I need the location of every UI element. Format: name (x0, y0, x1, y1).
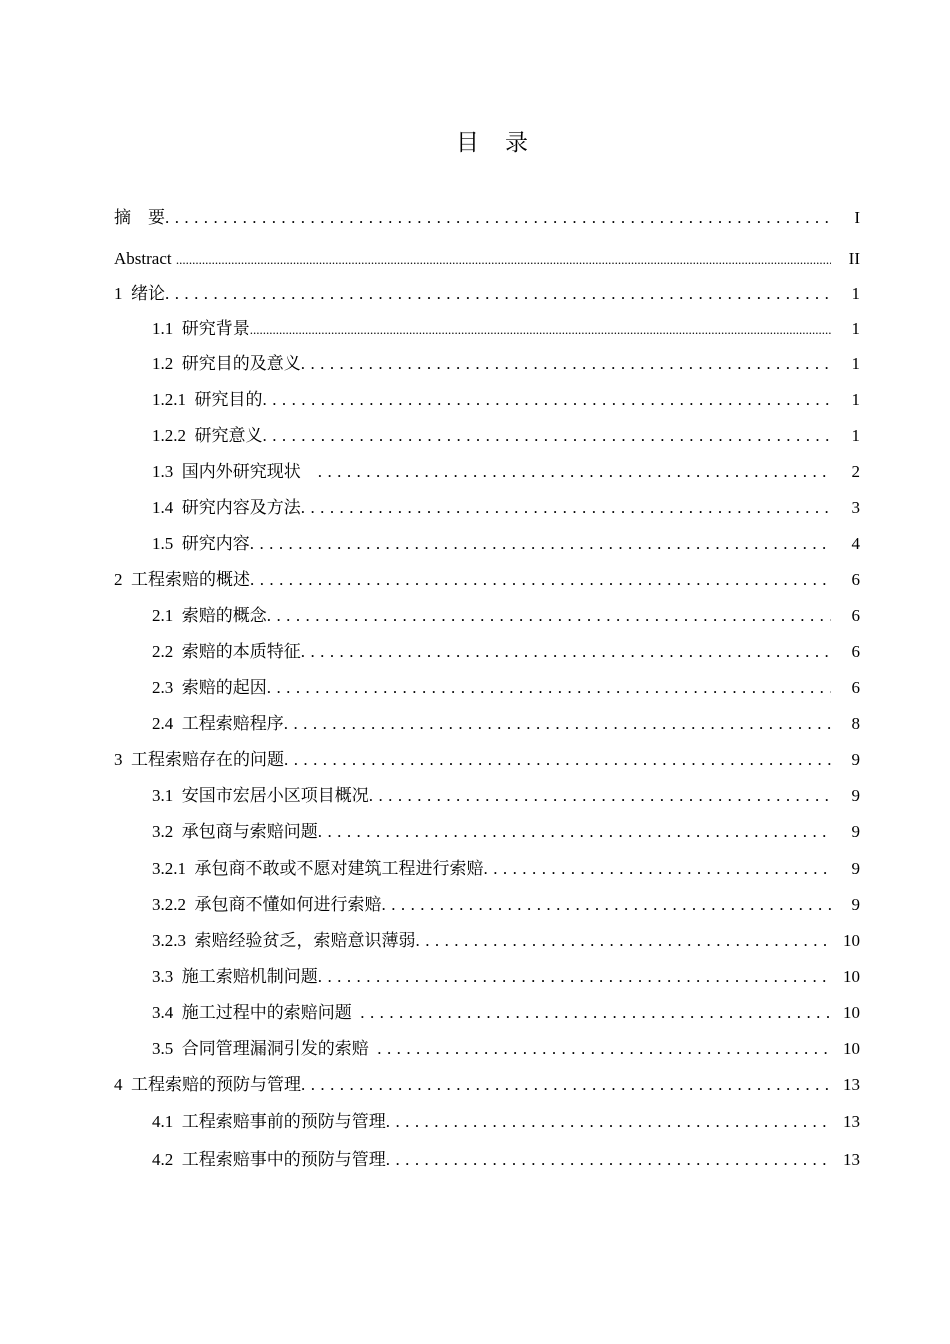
toc-entry-number: 1.4 (152, 498, 182, 517)
toc-entry[interactable] (114, 318, 860, 354)
toc-entry[interactable] (114, 749, 860, 785)
toc-entry-page-number: 10 (843, 931, 860, 950)
toc-entry[interactable] (114, 1149, 860, 1185)
toc-entry[interactable] (114, 461, 860, 497)
toc-entry[interactable] (114, 389, 860, 425)
toc-entry-page-number: 1 (851, 284, 860, 303)
dot-leader (318, 966, 831, 988)
toc-entry-page-number: 4 (851, 534, 860, 553)
toc-entry[interactable] (114, 207, 860, 243)
dot-leader (416, 930, 832, 952)
dot-leader (250, 569, 831, 591)
dot-leader (360, 1002, 831, 1024)
toc-entry-number: 1.5 (152, 534, 182, 553)
toc-entry-title: 承包商与索赔问题 (181, 822, 318, 841)
dot-leader (318, 821, 831, 843)
toc-entry-title: 摘 要 (114, 208, 165, 227)
toc-entry-page-number: 9 (851, 895, 860, 914)
toc-entry-page-number: 9 (851, 786, 860, 805)
toc-entry-page-number: 10 (843, 1003, 860, 1022)
toc-entry-page-number: 13 (843, 1112, 860, 1131)
toc-entry-page-number: 6 (851, 678, 860, 697)
toc-entry-page-number: 1 (851, 426, 860, 445)
toc-entry-title: 工程索赔事中的预防与管理 (181, 1150, 386, 1169)
toc-entry-title: 工程索赔存在的问题 (131, 750, 284, 769)
toc-entry-title: 工程索赔事前的预防与管理 (181, 1112, 386, 1131)
dot-leader (377, 1038, 831, 1060)
dot-leader (165, 207, 831, 229)
toc-entry-page-number: 9 (851, 822, 860, 841)
toc-entry-title: 承包商不敢或不愿对建筑工程进行索赔 (194, 859, 484, 878)
toc-entry-title: 索赔的本质特征 (181, 642, 301, 661)
toc-entry[interactable] (114, 677, 860, 713)
toc-entry[interactable] (114, 248, 860, 284)
toc-entry[interactable] (114, 569, 860, 605)
page-title: 目录 (456, 130, 554, 155)
toc-entry[interactable] (114, 1002, 860, 1038)
dot-leader (250, 318, 831, 341)
toc-entry-number: 3.3 (152, 967, 182, 986)
toc-entry[interactable] (114, 966, 860, 1002)
dot-leader (267, 605, 831, 627)
toc-entry-number: 3.4 (152, 1003, 182, 1022)
toc-entry-page-number: 9 (851, 750, 860, 769)
toc-entry-number: 4 (114, 1075, 131, 1094)
toc-entry-title: 安国市宏居小区项目概况 (181, 786, 369, 805)
dot-leader (301, 641, 831, 663)
toc-entry-title: 施工过程中的索赔问题 (181, 1003, 361, 1022)
toc-entry-title: 承包商不懂如何进行索赔 (194, 895, 382, 914)
toc-entry-number: 3.1 (152, 786, 182, 805)
toc-entry-title: 索赔的起因 (181, 678, 267, 697)
dot-leader (382, 894, 832, 916)
toc-entry[interactable] (114, 1038, 860, 1074)
toc-entry-page-number: I (854, 208, 860, 227)
toc-entry-number: 3.5 (152, 1039, 182, 1058)
toc-entry-title: 研究目的及意义 (181, 354, 301, 373)
dot-leader (318, 461, 831, 483)
toc-entry-number: 1.2.1 (152, 390, 195, 409)
toc-entry-page-number: 13 (843, 1075, 860, 1094)
toc-entry-title: 研究内容及方法 (181, 498, 301, 517)
toc-entry-number: 2 (114, 570, 131, 589)
toc-entry-page-number: 1 (851, 390, 860, 409)
toc-entry-number: 4.2 (152, 1150, 182, 1169)
dot-leader (301, 353, 831, 375)
toc-entry-number: 2.2 (152, 642, 182, 661)
toc-entry-page-number: 6 (851, 642, 860, 661)
toc-entry-title: 研究背景 (181, 319, 250, 338)
dot-leader (250, 533, 831, 555)
toc-entry-page-number: 9 (851, 859, 860, 878)
toc-entry-title: 索赔的概念 (181, 606, 267, 625)
toc-entry-number: 4.1 (152, 1112, 182, 1131)
toc-entry[interactable] (114, 641, 860, 677)
toc-entry-number: 3.2.3 (152, 931, 195, 950)
toc-entry-number: 3.2 (152, 822, 182, 841)
toc-entry-number: 2.3 (152, 678, 182, 697)
toc-entry[interactable] (114, 283, 860, 319)
toc-entry-page-number: 10 (843, 967, 860, 986)
dot-leader (267, 677, 831, 699)
toc-entry-number: 3.2.1 (152, 859, 195, 878)
toc-entry[interactable] (114, 497, 860, 533)
toc-entry-number: 2.1 (152, 606, 182, 625)
toc-entry[interactable] (114, 1074, 860, 1110)
toc-entry-title: 绪论 (131, 284, 165, 303)
dot-leader (301, 497, 831, 519)
toc-entry-page-number: 2 (851, 462, 860, 481)
dot-leader (301, 1074, 831, 1096)
toc-entry[interactable] (114, 821, 860, 857)
toc-entry-title: 工程索赔程序 (181, 714, 284, 733)
dot-leader (369, 785, 831, 807)
dot-leader (386, 1149, 831, 1171)
toc-entry-title: 研究内容 (181, 534, 250, 553)
toc-entry-number: 1.3 (152, 462, 182, 481)
toc-entry-number: 2.4 (152, 714, 182, 733)
toc-entry[interactable] (114, 785, 860, 821)
toc-entry-title: 研究目的 (194, 390, 263, 409)
dot-leader (484, 858, 832, 880)
toc-entry[interactable] (114, 425, 860, 461)
toc-entry-page-number: 8 (851, 714, 860, 733)
toc-entry-number: 1.1 (152, 319, 182, 338)
dot-leader (165, 283, 831, 305)
toc-entry-title: 工程索赔的预防与管理 (131, 1075, 301, 1094)
dot-leader (263, 425, 832, 447)
dot-leader (284, 749, 831, 771)
toc-entry-title: 研究意义 (194, 426, 263, 445)
toc-entry-number: 1 (114, 284, 131, 303)
toc-entry-number: 3.2.2 (152, 895, 195, 914)
toc-entry-title: 国内外研究现状 (181, 462, 318, 481)
toc-entry-number: 3 (114, 750, 131, 769)
toc-entry-page-number: 10 (843, 1039, 860, 1058)
toc-entry[interactable] (114, 713, 860, 749)
toc-entry-title: Abstract (114, 249, 176, 268)
toc-entry-page-number: 6 (851, 570, 860, 589)
toc-entry-page-number: 1 (851, 354, 860, 373)
dot-leader (386, 1111, 831, 1133)
toc-entry-title: 工程索赔的概述 (131, 570, 250, 589)
toc-entry[interactable] (114, 533, 860, 569)
dot-leader (263, 389, 832, 411)
toc-entry-page-number: 13 (843, 1150, 860, 1169)
dot-leader (176, 248, 831, 271)
toc-entry[interactable] (114, 930, 860, 966)
toc-entry[interactable] (114, 1111, 860, 1147)
dot-leader (284, 713, 831, 735)
toc-entry-number: 1.2.2 (152, 426, 195, 445)
toc-entry[interactable] (114, 605, 860, 641)
toc-entry-title: 索赔经验贫乏，索赔意识薄弱 (194, 931, 416, 950)
toc-entry-page-number: II (848, 249, 860, 268)
toc-entry[interactable] (114, 894, 860, 930)
toc-entry-title: 施工索赔机制问题 (181, 967, 318, 986)
toc-entry[interactable] (114, 858, 860, 894)
toc-entry-title: 合同管理漏洞引发的索赔 (181, 1039, 378, 1058)
toc-entry-page-number: 1 (851, 319, 860, 338)
toc-entry-page-number: 3 (851, 498, 860, 517)
toc-entry-page-number: 6 (851, 606, 860, 625)
toc-entry[interactable] (114, 353, 860, 389)
toc-entry-number: 1.2 (152, 354, 182, 373)
